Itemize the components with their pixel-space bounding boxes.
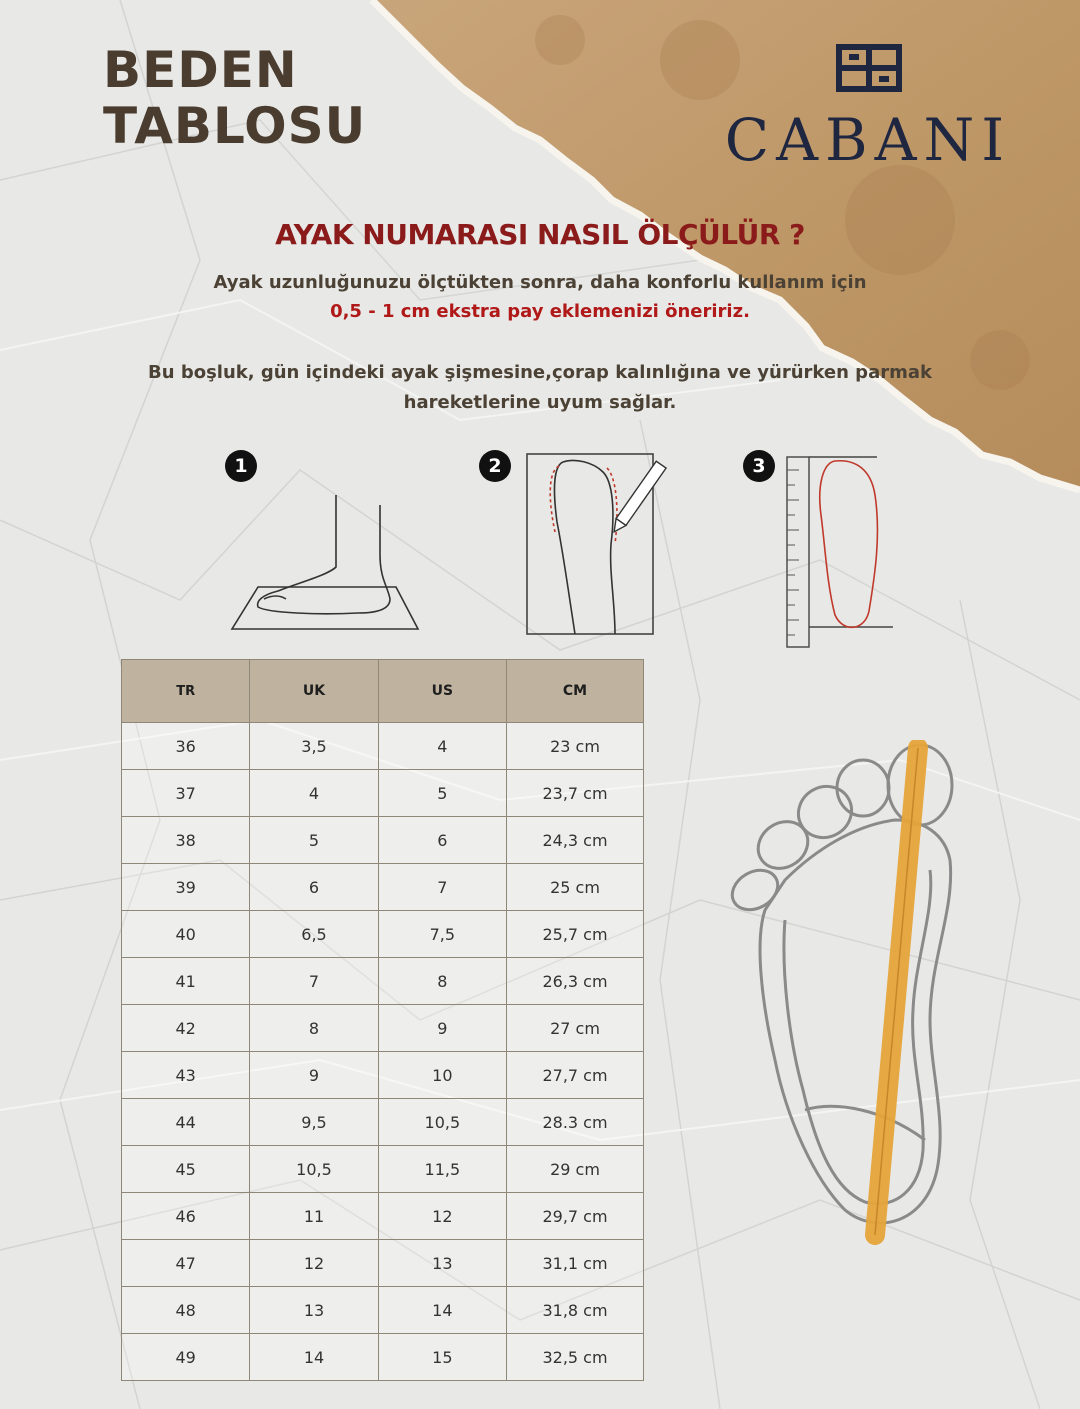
cell-tr: 40 xyxy=(122,911,250,958)
cell-uk: 3,5 xyxy=(250,723,378,770)
table-row xyxy=(122,1052,644,1099)
cell-us: 5 xyxy=(378,770,506,817)
cell-cm: 25,7 cm xyxy=(507,911,644,958)
cell-us: 10,5 xyxy=(378,1099,506,1146)
table-row xyxy=(122,958,644,1005)
brand-name: CABANI xyxy=(724,106,1012,174)
cell-cm: 29,7 cm xyxy=(507,1193,644,1240)
table-header-row xyxy=(122,660,644,723)
foot-outline-pencil-icon xyxy=(525,452,687,640)
cell-uk: 6,5 xyxy=(250,911,378,958)
header-cm: CM xyxy=(507,660,644,723)
cell-cm: 32,5 cm xyxy=(507,1334,644,1381)
cell-us: 12 xyxy=(378,1193,506,1240)
cell-us: 7,5 xyxy=(378,911,506,958)
cell-us: 7 xyxy=(378,864,506,911)
title-line-1: BEDEN xyxy=(103,41,298,99)
cell-cm: 31,8 cm xyxy=(507,1287,644,1334)
cell-uk: 13 xyxy=(250,1287,378,1334)
cell-tr: 37 xyxy=(122,770,250,817)
table-row xyxy=(122,1334,644,1381)
cell-us: 8 xyxy=(378,958,506,1005)
table-row xyxy=(122,911,644,958)
cell-cm: 28.3 cm xyxy=(507,1099,644,1146)
cell-uk: 7 xyxy=(250,958,378,1005)
cell-tr: 45 xyxy=(122,1146,250,1193)
header-us: US xyxy=(378,660,506,723)
cell-us: 10 xyxy=(378,1052,506,1099)
table-row xyxy=(122,1287,644,1334)
step-3-badge: 3 xyxy=(743,450,775,482)
header-tr: TR xyxy=(122,660,250,723)
cell-tr: 36 xyxy=(122,723,250,770)
measure-heading: AYAK NUMARASI NASIL ÖLÇÜLÜR ? xyxy=(275,218,805,251)
step-1-badge: 1 xyxy=(225,450,257,482)
cell-us: 14 xyxy=(378,1287,506,1334)
intro-line-3: Bu boşluk, gün içindeki ayak şişmesine,çorap kalınlığına ve yürürken parmak xyxy=(148,362,932,383)
table-row xyxy=(122,1005,644,1052)
cell-tr: 47 xyxy=(122,1240,250,1287)
cell-tr: 39 xyxy=(122,864,250,911)
cell-cm: 27 cm xyxy=(507,1005,644,1052)
cell-tr: 41 xyxy=(122,958,250,1005)
cell-cm: 31,1 cm xyxy=(507,1240,644,1287)
cell-uk: 9,5 xyxy=(250,1099,378,1146)
cell-uk: 11 xyxy=(250,1193,378,1240)
cell-cm: 23,7 cm xyxy=(507,770,644,817)
table-row xyxy=(122,1193,644,1240)
cell-us: 4 xyxy=(378,723,506,770)
cell-us: 11,5 xyxy=(378,1146,506,1193)
cell-tr: 46 xyxy=(122,1193,250,1240)
cell-us: 9 xyxy=(378,1005,506,1052)
footprint-measure-icon xyxy=(725,740,965,1245)
cell-uk: 10,5 xyxy=(250,1146,378,1193)
cell-uk: 6 xyxy=(250,864,378,911)
foot-ruler-measure-icon xyxy=(785,455,895,650)
table-row xyxy=(122,1240,644,1287)
intro-line-2-highlight: 0,5 - 1 cm ekstra pay eklemenizi öneririz. xyxy=(330,301,750,322)
intro-line-4: hareketlerine uyum sağlar. xyxy=(403,392,677,413)
cell-uk: 8 xyxy=(250,1005,378,1052)
cell-cm: 27,7 cm xyxy=(507,1052,644,1099)
cell-us: 6 xyxy=(378,817,506,864)
cell-tr: 44 xyxy=(122,1099,250,1146)
cell-tr: 43 xyxy=(122,1052,250,1099)
table-row xyxy=(122,723,644,770)
cell-uk: 14 xyxy=(250,1334,378,1381)
page-title xyxy=(103,42,366,154)
title-line-2: TABLOSU xyxy=(103,97,367,155)
cell-tr: 38 xyxy=(122,817,250,864)
size-table xyxy=(121,659,644,1381)
cell-uk: 9 xyxy=(250,1052,378,1099)
intro-line-1: Ayak uzunluğunuzu ölçtükten sonra, daha konforlu kullanım için xyxy=(213,272,867,293)
cell-us: 13 xyxy=(378,1240,506,1287)
table-row xyxy=(122,770,644,817)
cell-tr: 48 xyxy=(122,1287,250,1334)
cell-cm: 23 cm xyxy=(507,723,644,770)
cell-cm: 25 cm xyxy=(507,864,644,911)
cell-tr: 42 xyxy=(122,1005,250,1052)
step-2-badge: 2 xyxy=(479,450,511,482)
table-row xyxy=(122,817,644,864)
table-row xyxy=(122,864,644,911)
cell-us: 15 xyxy=(378,1334,506,1381)
header-uk: UK xyxy=(250,660,378,723)
cell-uk: 12 xyxy=(250,1240,378,1287)
cell-cm: 29 cm xyxy=(507,1146,644,1193)
table-row xyxy=(122,1146,644,1193)
foot-on-paper-icon xyxy=(228,495,423,635)
cell-cm: 24,3 cm xyxy=(507,817,644,864)
cell-uk: 4 xyxy=(250,770,378,817)
cell-cm: 26,3 cm xyxy=(507,958,644,1005)
cell-tr: 49 xyxy=(122,1334,250,1381)
table-row xyxy=(122,1099,644,1146)
cell-uk: 5 xyxy=(250,817,378,864)
